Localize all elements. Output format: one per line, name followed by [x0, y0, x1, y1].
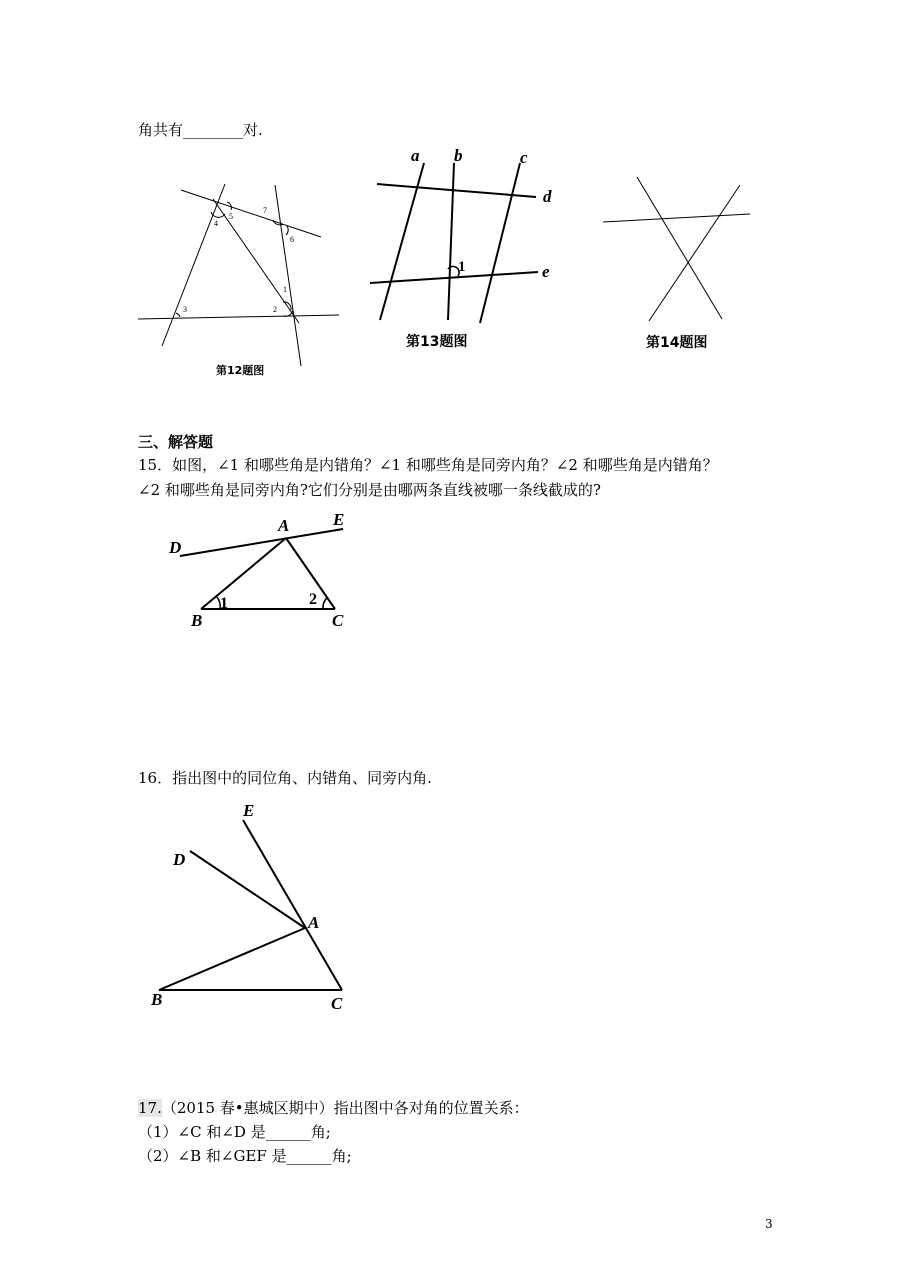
fig12-label-1: 1	[283, 285, 287, 294]
caption-fig13: 第13题图	[406, 334, 468, 350]
fig12-line-top	[181, 190, 321, 237]
question-16: 16．指出图中的同位角、内错角、同旁内角.	[138, 769, 432, 787]
fig15-label-angle1: 1	[220, 595, 228, 612]
fig12-label-4: 4	[214, 219, 218, 228]
fig12-label-3: 3	[183, 305, 187, 314]
fig15-label-E: E	[333, 510, 345, 529]
question-17-part1: （1）∠C 和∠D 是______角;	[138, 1123, 331, 1141]
question-15-line2: ∠2 和哪些角是同旁内角?它们分别是由哪两条直线被哪一条线截成的?	[138, 481, 601, 499]
question-17-number: 17.	[138, 1099, 162, 1117]
figure-14	[600, 175, 760, 325]
fig13-label-e: e	[542, 262, 550, 281]
fig14-line-a	[637, 177, 722, 319]
caption-fig12: 第12题图	[216, 364, 265, 377]
fig14-line-c	[603, 214, 750, 222]
fig12-label-2: 2	[273, 305, 277, 314]
figure-12	[135, 180, 345, 370]
fig15-label-A: A	[278, 516, 290, 535]
fig13-label-angle1: 1	[458, 259, 466, 275]
section-heading: 三、解答题	[138, 433, 214, 451]
fig15-label-B: B	[191, 611, 203, 630]
fig16-label-E: E	[243, 801, 255, 820]
fig12-label-6: 6	[290, 235, 294, 244]
fig16-line-EC	[243, 820, 342, 990]
fig15-label-angle2: 2	[309, 591, 317, 608]
question-15-line1: 15．如图，∠1 和哪些角是内错角？∠1 和哪些角是同旁内角？∠2 和哪些角是内错角？	[138, 456, 718, 474]
fig13-label-b: b	[454, 146, 463, 165]
fig15-line-DE	[180, 529, 343, 556]
figure-16	[145, 800, 365, 1015]
caption-fig14: 第14题图	[646, 335, 708, 351]
fig13-label-c: c	[520, 148, 528, 167]
fig16-line-DA	[190, 851, 305, 928]
fig16-label-D: D	[173, 850, 186, 869]
figure-15	[165, 505, 365, 630]
fig15-label-C: C	[332, 611, 344, 630]
fig12-line-left	[162, 184, 225, 346]
fig13-line-c	[480, 163, 520, 323]
fig13-line-b	[448, 163, 454, 320]
question-17-heading	[138, 1098, 529, 1118]
text-line-angles-count: 角共有________对.	[138, 121, 263, 139]
fig12-label-5: 5	[229, 212, 233, 221]
question-17-part2: （2）∠B 和∠GEF 是______角;	[138, 1147, 352, 1165]
fig16-line-BA	[159, 928, 305, 990]
fig13-line-e	[370, 272, 538, 283]
page-number: 3	[765, 1217, 773, 1231]
figure-13	[368, 145, 568, 345]
fig16-label-A: A	[308, 913, 320, 932]
fig12-line-bottom	[138, 315, 339, 319]
fig16-label-B: B	[151, 990, 163, 1009]
fig12-label-7: 7	[263, 206, 267, 215]
fig15-label-D: D	[169, 538, 182, 557]
question-17-text: （2015 春•惠城区期中）指出图中各对角的位置关系：	[161, 1099, 529, 1117]
fig13-label-d: d	[543, 187, 552, 206]
fig16-label-C: C	[331, 994, 343, 1013]
fig15-line-AB	[201, 538, 286, 609]
fig13-label-a: a	[411, 146, 420, 165]
fig14-line-b	[649, 185, 740, 321]
fig12-line-right	[275, 185, 301, 366]
